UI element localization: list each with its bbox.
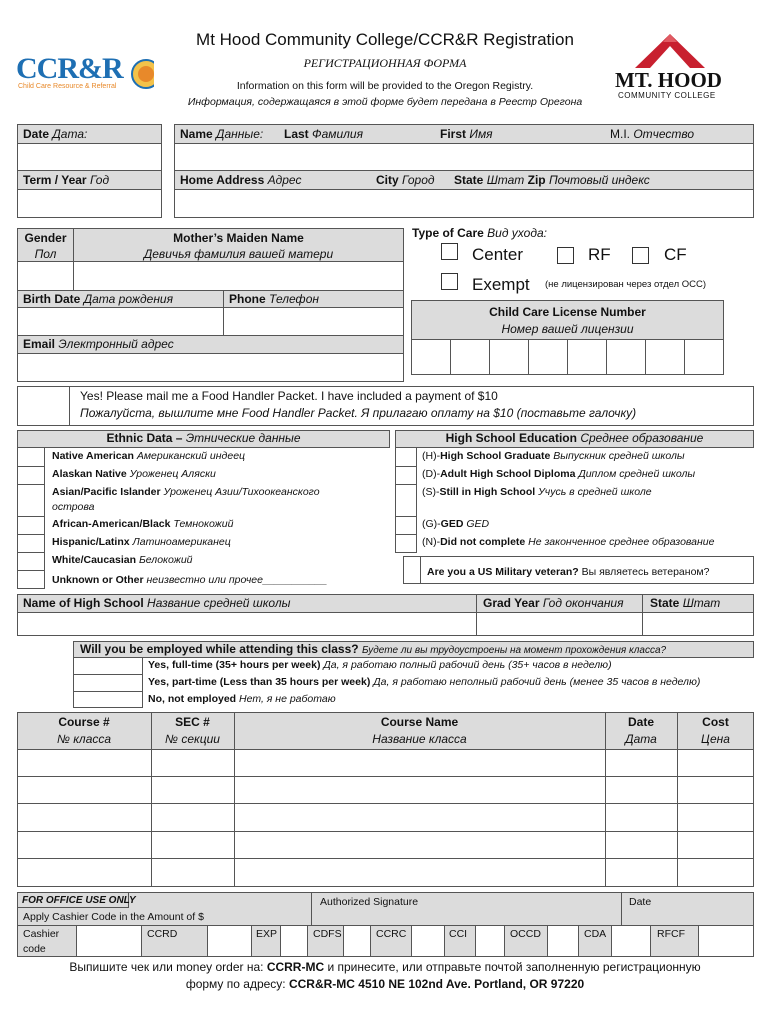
ethnic-item-continued: острова xyxy=(52,501,95,513)
page-subtitle: РЕГИСТРАЦИОННАЯ ФОРМА xyxy=(303,56,467,70)
first-name-label: First xyxy=(440,127,467,141)
state-label: State xyxy=(454,173,484,187)
gender-field[interactable] xyxy=(17,261,74,291)
school-name-label: Name of High School xyxy=(23,596,144,610)
maiden-label: Mother’s Maiden Name xyxy=(173,231,304,245)
ethnic-item[interactable]: Hispanic/Latinx Латиноамериканец xyxy=(52,536,231,548)
address-label: Home Address xyxy=(180,173,265,187)
date-label: Date xyxy=(23,127,50,141)
phone-label-ru: Телефон xyxy=(269,292,319,306)
license-label: Child Care License Number xyxy=(489,305,646,319)
office-use-title: FOR OFFICE USE ONLY xyxy=(22,895,136,906)
ccrr-logo-text: CCR&R xyxy=(16,52,123,85)
name-label-ru: Данные: xyxy=(216,127,264,141)
ethnic-item[interactable]: Native American Американский индеец xyxy=(52,450,246,462)
employment-option[interactable]: Yes, part-time (Less than 35 hours per week) Да, я работаю неполный рабочий день (менее 35 часов в неделю) xyxy=(148,676,701,688)
rf-label: RF xyxy=(588,245,611,264)
cashier-code-box[interactable] xyxy=(76,925,142,957)
zip-label-ru: Почтовый индекс xyxy=(548,173,650,187)
cashier-code-exp: EXP xyxy=(256,928,278,940)
name-field[interactable] xyxy=(174,143,754,171)
exempt-label: Exempt xyxy=(472,275,530,294)
mailing-address: форму по адресу: CCR&R-MC 4510 NE 102nd Ave. Portland, OR 97220 xyxy=(185,977,585,991)
education-title-ru: Среднее образование xyxy=(580,431,704,445)
maiden-label-ru: Девичья фамилия вашей матери xyxy=(143,247,334,261)
course-row[interactable] xyxy=(17,776,754,804)
email-label-ru: Электронный адрес xyxy=(58,337,174,351)
cf-label: CF xyxy=(664,245,687,264)
education-item[interactable]: (H)-High School Graduate Выпускник средней школы xyxy=(422,450,685,462)
term-label: Term / Year xyxy=(23,173,87,187)
course-row[interactable] xyxy=(17,831,754,859)
date-field[interactable] xyxy=(17,143,162,171)
ethnic-item[interactable]: White/Caucasian Белокожий xyxy=(52,554,193,566)
veteran-question-ru: Вы являетесь ветераном? xyxy=(581,566,710,578)
cashier-code-cdfs: CDFS xyxy=(313,928,342,940)
first-name-label-ru: Имя xyxy=(469,127,493,141)
exempt-note: (не лицензирован через отдел OCC) xyxy=(545,279,707,290)
cashier-code-ccrc: CCRC xyxy=(376,928,407,940)
type-of-care-label-ru: Вид ухода: xyxy=(487,226,547,240)
date-label-ru: Дата: xyxy=(52,127,88,141)
course-date-header-ru: Дата xyxy=(625,732,657,746)
mi-label: M.I. xyxy=(610,127,630,141)
birth-label-ru: Дата рождения xyxy=(83,292,174,306)
birth-label: Birth Date xyxy=(23,292,81,306)
cashier-code-box[interactable] xyxy=(207,925,252,957)
course-number-header-ru: № класса xyxy=(56,732,112,746)
ethnic-item[interactable]: Alaskan Native Уроженец Аляски xyxy=(52,468,216,480)
ethnic-item[interactable]: African-American/Black Темнокожий xyxy=(52,518,234,530)
cashier-code-box[interactable] xyxy=(547,925,579,957)
type-of-care-label: Type of Care xyxy=(412,226,484,240)
ccrr-logo xyxy=(14,52,154,96)
veteran-question: Are you a US Military veteran? xyxy=(427,566,579,578)
course-date-header: Date xyxy=(627,715,654,729)
employment-question-ru: Будете ли вы трудоустроены на момент прохождения класса? xyxy=(361,645,667,656)
section-number-header-ru: № секции xyxy=(165,732,220,746)
grad-year-label: Grad Year xyxy=(483,596,540,610)
page-title: Mt Hood Community College/CCR&R Registration xyxy=(196,30,574,49)
last-name-label: Last xyxy=(284,127,309,141)
employment-checkbox-column xyxy=(73,657,143,708)
center-checkbox[interactable] xyxy=(441,243,458,260)
last-name-label-ru: Фамилия xyxy=(312,127,363,141)
course-number-header: Course # xyxy=(58,715,110,729)
registry-note-ru: Информация, содержащаяся в этой форме будет передана в Реестр Орегона xyxy=(187,96,583,108)
name-label: Name xyxy=(180,127,213,141)
authorized-signature-label: Authorized Signature xyxy=(320,896,419,908)
school-state-field[interactable] xyxy=(642,612,754,636)
license-label-ru: Номер вашей лицензии xyxy=(501,322,634,336)
school-state-label: State xyxy=(650,596,680,610)
ccrr-logo-subtext: Child Care Resource & Referral xyxy=(18,83,117,90)
cashier-code-rfcf: RFCF xyxy=(657,928,685,940)
mthood-logo-subtext: COMMUNITY COLLEGE xyxy=(618,91,716,100)
course-row[interactable] xyxy=(17,803,754,832)
education-item[interactable]: (N)-Did not complete Не законченное среднее образование xyxy=(422,536,715,548)
section-number-header: SEC # xyxy=(175,715,210,729)
registry-note: Information on this form will be provided to the Oregon Registry. xyxy=(236,80,534,92)
cashier-code-ccrd: CCRD xyxy=(147,928,178,940)
mthood-logo-text: MT. HOOD xyxy=(615,68,722,92)
education-item[interactable]: (G)-GED GED xyxy=(422,518,490,530)
city-label-ru: Город xyxy=(402,173,435,187)
education-checkbox-column xyxy=(395,447,417,553)
cashier-code-box[interactable] xyxy=(698,925,754,957)
food-handler-text-ru: Пожалуйста, вышлите мне Food Handler Packet. Я прилагаю оплату на $10 (поставьте галочку) xyxy=(80,406,637,420)
cashier-label: Cashier xyxy=(23,928,60,940)
education-item[interactable]: (S)-Still in High School Учусь в средней школе xyxy=(422,486,652,498)
grad-year-field[interactable] xyxy=(476,612,643,636)
course-row[interactable] xyxy=(17,749,754,777)
mountain-icon xyxy=(615,28,725,72)
ethnic-checkbox-column xyxy=(17,447,45,589)
email-field[interactable] xyxy=(17,353,404,382)
mthood-logo xyxy=(615,28,725,103)
city-label: City xyxy=(376,173,399,187)
gender-label-ru: Пол xyxy=(34,247,57,261)
exempt-checkbox[interactable] xyxy=(441,273,458,290)
education-title: High School Education xyxy=(445,431,577,445)
cashier-code-box[interactable] xyxy=(611,925,651,957)
address-label-ru: Адрес xyxy=(267,173,302,187)
zip-label: Zip xyxy=(527,173,546,187)
office-date-label: Date xyxy=(629,896,652,908)
school-state-label-ru: Штат xyxy=(682,596,721,610)
education-item[interactable]: (D)-Adult High School Diploma Диплом средней школы xyxy=(422,468,696,480)
state-label-ru: Штат xyxy=(486,173,525,187)
cashier-code-label: code xyxy=(23,943,46,955)
food-handler-text: Yes! Please mail me a Food Handler Packet. I have included a payment of $10 xyxy=(80,389,498,403)
phone-field[interactable] xyxy=(223,307,404,336)
center-label: Center xyxy=(472,245,524,264)
employment-option[interactable]: No, not employed Нет, я не работаю xyxy=(148,693,336,705)
ethnic-title: Ethnic Data – xyxy=(106,431,183,445)
cashier-code-cda: CDA xyxy=(584,928,607,940)
email-label: Email xyxy=(23,337,56,351)
ethnic-item[interactable]: Unknown or Other неизвестно или прочее___________ xyxy=(52,574,328,586)
gender-label: Gender xyxy=(24,231,67,245)
cf-checkbox[interactable] xyxy=(632,247,649,264)
phone-label: Phone xyxy=(229,292,266,306)
payment-instructions: Выпишите чек или money order на: CCRR-MC и принесите, или отправьте почтой заполненную регистрационную xyxy=(69,960,701,974)
ethnic-item[interactable]: Asian/Pacific Islander Уроженец Азии/Тихоокеанского xyxy=(52,486,320,498)
cashier-code-cci: CCI xyxy=(449,928,468,940)
maiden-field[interactable] xyxy=(73,261,404,291)
rf-checkbox[interactable] xyxy=(557,247,574,264)
course-name-header: Course Name xyxy=(380,715,459,729)
cashier-code-box[interactable] xyxy=(475,925,505,957)
course-row[interactable] xyxy=(17,858,754,887)
school-name-field[interactable] xyxy=(17,612,477,636)
cashier-code-box[interactable] xyxy=(343,925,371,957)
course-cost-header-ru: Цена xyxy=(701,732,730,746)
cashier-amount-label: Apply Cashier Code in the Amount of $ xyxy=(23,911,204,923)
cashier-code-occd: OCCD xyxy=(510,928,541,940)
employment-option[interactable]: Yes, full-time (35+ hours per week) Да, я работаю полный рабочий день (35+ часов в неделю) xyxy=(148,659,612,671)
cashier-code-box[interactable] xyxy=(411,925,445,957)
ethnic-title-ru: Этнические данные xyxy=(185,431,301,445)
cashier-code-box[interactable] xyxy=(280,925,308,957)
course-cost-header: Cost xyxy=(702,715,729,729)
food-handler-checkbox[interactable] xyxy=(17,386,70,426)
school-name-label-ru: Название средней школы xyxy=(147,596,291,610)
veteran-checkbox[interactable] xyxy=(403,556,421,584)
mi-label-ru: Отчество xyxy=(633,127,695,141)
term-label-ru: Год xyxy=(89,173,110,187)
grad-year-label-ru: Год окончания xyxy=(542,596,624,610)
employment-question: Will you be employed while attending this class? xyxy=(80,642,359,656)
term-field[interactable] xyxy=(17,189,162,218)
address-field[interactable] xyxy=(174,189,754,218)
birth-date-field[interactable] xyxy=(17,307,224,336)
course-name-header-ru: Название класса xyxy=(372,732,467,746)
